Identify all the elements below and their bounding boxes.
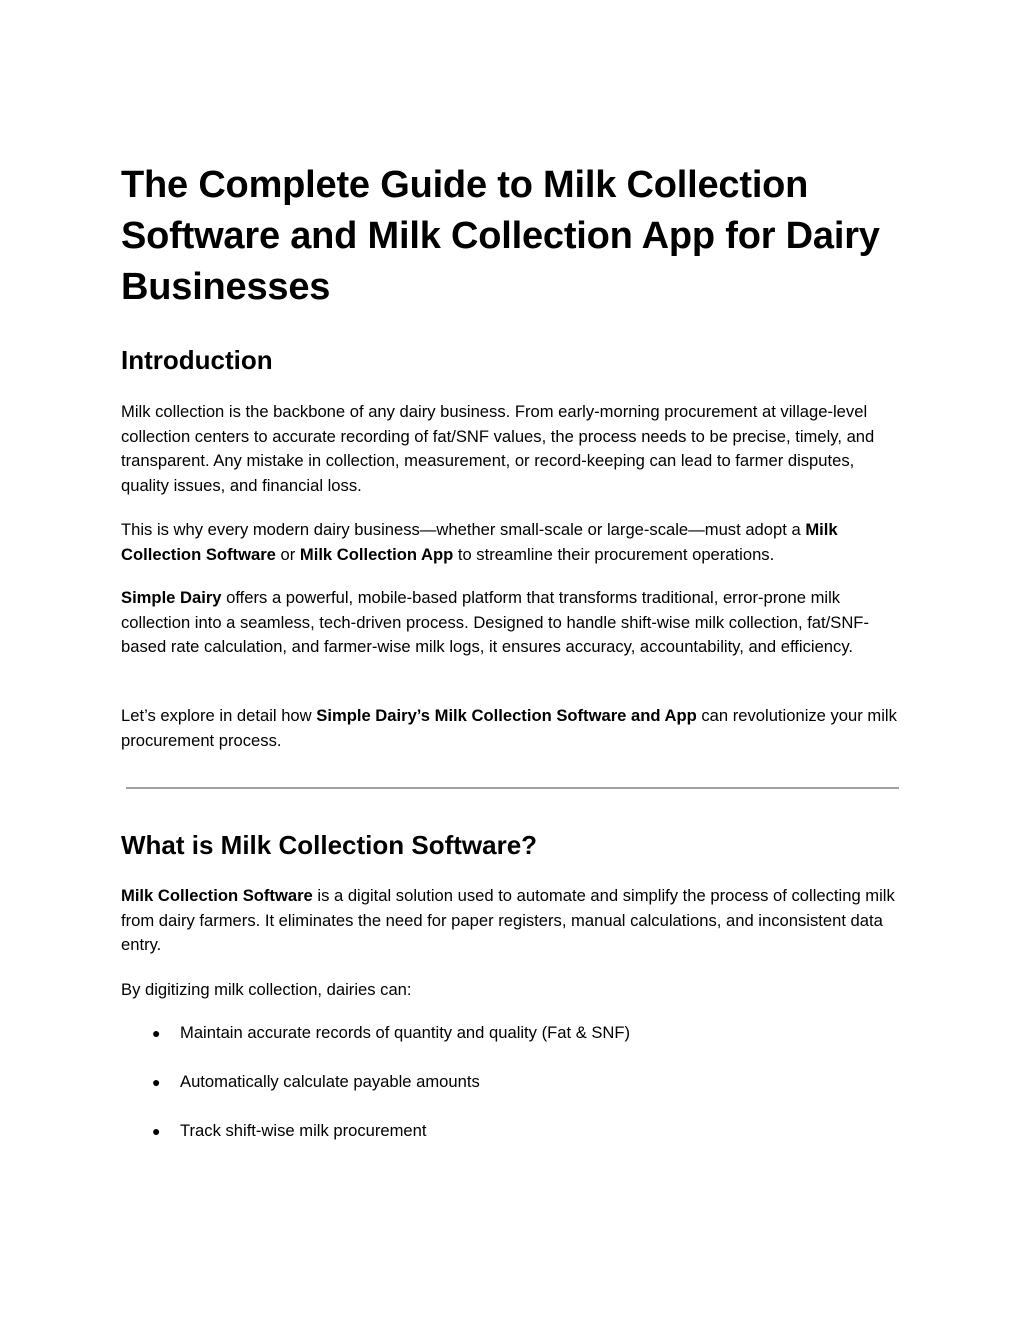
document-title: The Complete Guide to Milk Collection Software and Milk Collection App for Dairy Businesses [121, 164, 880, 308]
list-item-text: Maintain accurate records of quantity and quality (Fat & SNF) [180, 1023, 631, 1042]
bold-text: Simple Dairy [121, 588, 222, 607]
bold-text: Milk Collection Software [121, 520, 838, 564]
bullet-icon: ● [152, 1074, 161, 1090]
heading-introduction: Introduction [121, 345, 273, 375]
bold-text: Milk Collection App [299, 544, 454, 564]
list-item [121, 1118, 906, 1167]
what-is-paragraph-1 [121, 884, 906, 958]
intro-paragraph-1: Milk collection is the backbone of any dairy business. From early-morning procurement at village-level collection centers to accurate recording of fat/SNF values, the process needs to be precise, timely, and transparent. Any mistake in collection, measurement, or record-keeping can lead to farmer disputes, quality issues, and financial loss. [121, 402, 875, 495]
text-run: This is why every modern dairy business—whether small-scale or large-scale—must adopt a [121, 520, 806, 539]
text-run: can revolutionize your milk procurement process. [121, 706, 897, 750]
bold-text: Simple Dairy’s Milk Collection Software and App [316, 706, 697, 725]
text-run: to streamline their procurement operations. [453, 544, 775, 564]
what-is-paragraph-2: By digitizing milk collection, dairies can: [121, 980, 412, 999]
list-item [121, 1069, 906, 1118]
bold-text: Milk Collection Software [121, 886, 313, 905]
bullet-icon: ● [152, 1123, 161, 1139]
intro-paragraph-4 [121, 704, 906, 753]
list-item [121, 1020, 906, 1069]
text-run: offers a powerful, mobile-based platform that transforms traditional, error-prone milk collection into a seamless, tech-driven process. Designed to handle shift-wise milk collection, fat/SNF-based rate calculation, and farmer-wise milk logs, it ensures accuracy, accountability, and efficiency. [121, 588, 869, 656]
list-item-text: Automatically calculate payable amounts [180, 1072, 480, 1091]
benefits-list [121, 1020, 906, 1167]
text-run: is a digital solution used to automate and simplify the process of collecting milk from dairy farmers. It eliminates the need for paper registers, manual calculations, and inconsistent data entry. [121, 886, 895, 954]
horizontal-divider [126, 787, 899, 789]
heading-what-is: What is Milk Collection Software? [121, 830, 538, 860]
text-run: Let’s explore in detail how [121, 706, 317, 725]
bullet-icon: ● [152, 1025, 161, 1041]
list-item-text: Track shift-wise milk procurement [180, 1121, 427, 1140]
intro-paragraph-2 [121, 518, 906, 567]
intro-paragraph-3 [121, 586, 906, 660]
text-run: or [275, 544, 300, 564]
